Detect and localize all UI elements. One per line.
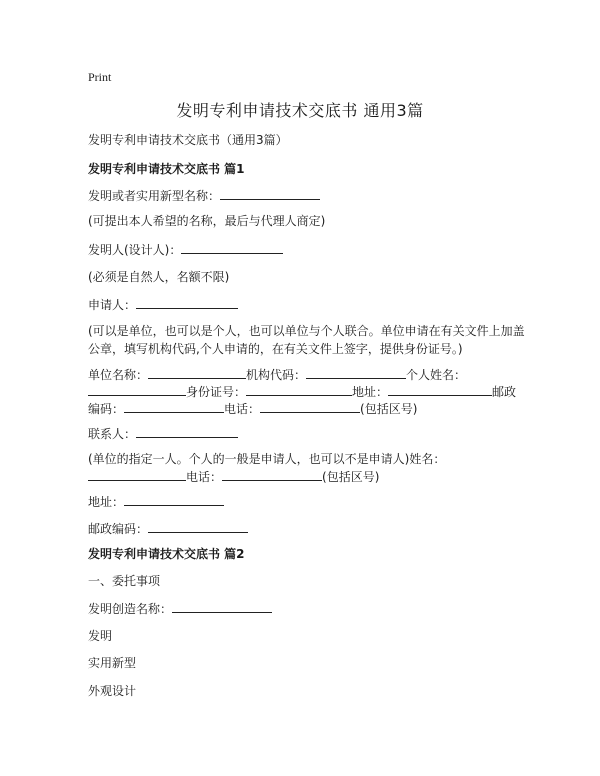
contact-phone-row xyxy=(88,467,379,486)
address2-row xyxy=(88,492,224,511)
applicant-label: 申请人： xyxy=(88,298,137,312)
postal-code-label: 邮政编码： xyxy=(88,522,149,536)
contact-name-blank xyxy=(88,467,186,481)
option-utility-model: 实用新型 xyxy=(88,656,137,670)
contact-label: 联系人： xyxy=(88,427,137,441)
creation-name-label: 发明创造名称： xyxy=(88,602,173,616)
inventor-label: 发明人(设计人)： xyxy=(88,243,182,257)
print-link[interactable]: Print xyxy=(88,70,112,84)
option-invention: 发明 xyxy=(88,629,113,643)
invention-name-row xyxy=(88,186,320,205)
person-name-label: 个人姓名： xyxy=(406,368,467,382)
invention-name-note: (可提出本人希望的名称，最后与代理人商定) xyxy=(88,214,326,228)
org-code-label: 机构代码： xyxy=(246,368,307,382)
address2-blank xyxy=(124,492,224,506)
contact-blank xyxy=(136,424,238,438)
contact-phone-blank xyxy=(222,467,322,481)
creation-name-blank xyxy=(172,599,272,613)
section2-heading: 发明专利申请技术交底书 篇2 xyxy=(88,547,245,561)
inventor-blank xyxy=(181,240,283,254)
postal-code2-blank xyxy=(148,519,248,533)
contact-area-code-note: (包括区号) xyxy=(322,470,380,484)
phone-blank xyxy=(260,399,360,413)
address2-label: 地址： xyxy=(88,495,125,509)
address-blank xyxy=(388,382,492,396)
document-title: 发明专利申请技术交底书 通用3篇 xyxy=(176,101,424,120)
option-design: 外观设计 xyxy=(88,684,137,698)
contact-note: (单位的指定一人。个人的一般是申请人，也可以不是申请人)姓名： xyxy=(88,452,446,466)
postal-label-a: 邮政 xyxy=(492,385,517,399)
applicant-blank xyxy=(136,295,238,309)
phone-label: 电话： xyxy=(224,402,261,416)
unit-name-label: 单位名称： xyxy=(88,368,149,382)
invention-name-blank xyxy=(220,186,320,200)
applicant-row xyxy=(88,295,238,314)
invention-name-label: 发明或者实用新型名称： xyxy=(88,189,221,203)
section1-heading: 发明专利申请技术交底书 篇1 xyxy=(88,162,245,176)
area-code-note: (包括区号) xyxy=(360,402,418,416)
address-label: 地址： xyxy=(352,385,389,399)
unit-info-row-3 xyxy=(88,399,417,418)
person-name-blank xyxy=(88,382,186,396)
id-number-blank xyxy=(246,382,352,396)
id-number-label: 身份证号： xyxy=(186,385,247,399)
applicant-note: (可以是单位，也可以是个人，也可以单位与个人联合。单位申请在有关文件上加盖公章，填写机构代码,个人申请的，在有关文件上签字，提供身份证号。) xyxy=(88,324,525,356)
creation-name-row xyxy=(88,599,272,618)
contact-row xyxy=(88,424,238,443)
entrusted-matters: 一、委托事项 xyxy=(88,574,161,588)
unit-name-blank xyxy=(148,365,246,379)
document-subtitle: 发明专利申请技术交底书（通用3篇） xyxy=(88,133,288,147)
org-code-blank xyxy=(306,365,406,379)
postal-label-b: 编码： xyxy=(88,402,125,416)
inventor-note: (必须是自然人，名额不限) xyxy=(88,270,230,284)
postal-code-blank xyxy=(124,399,224,413)
contact-phone-label: 电话： xyxy=(186,470,223,484)
inventor-row xyxy=(88,240,283,259)
postal-code-row xyxy=(88,519,248,538)
